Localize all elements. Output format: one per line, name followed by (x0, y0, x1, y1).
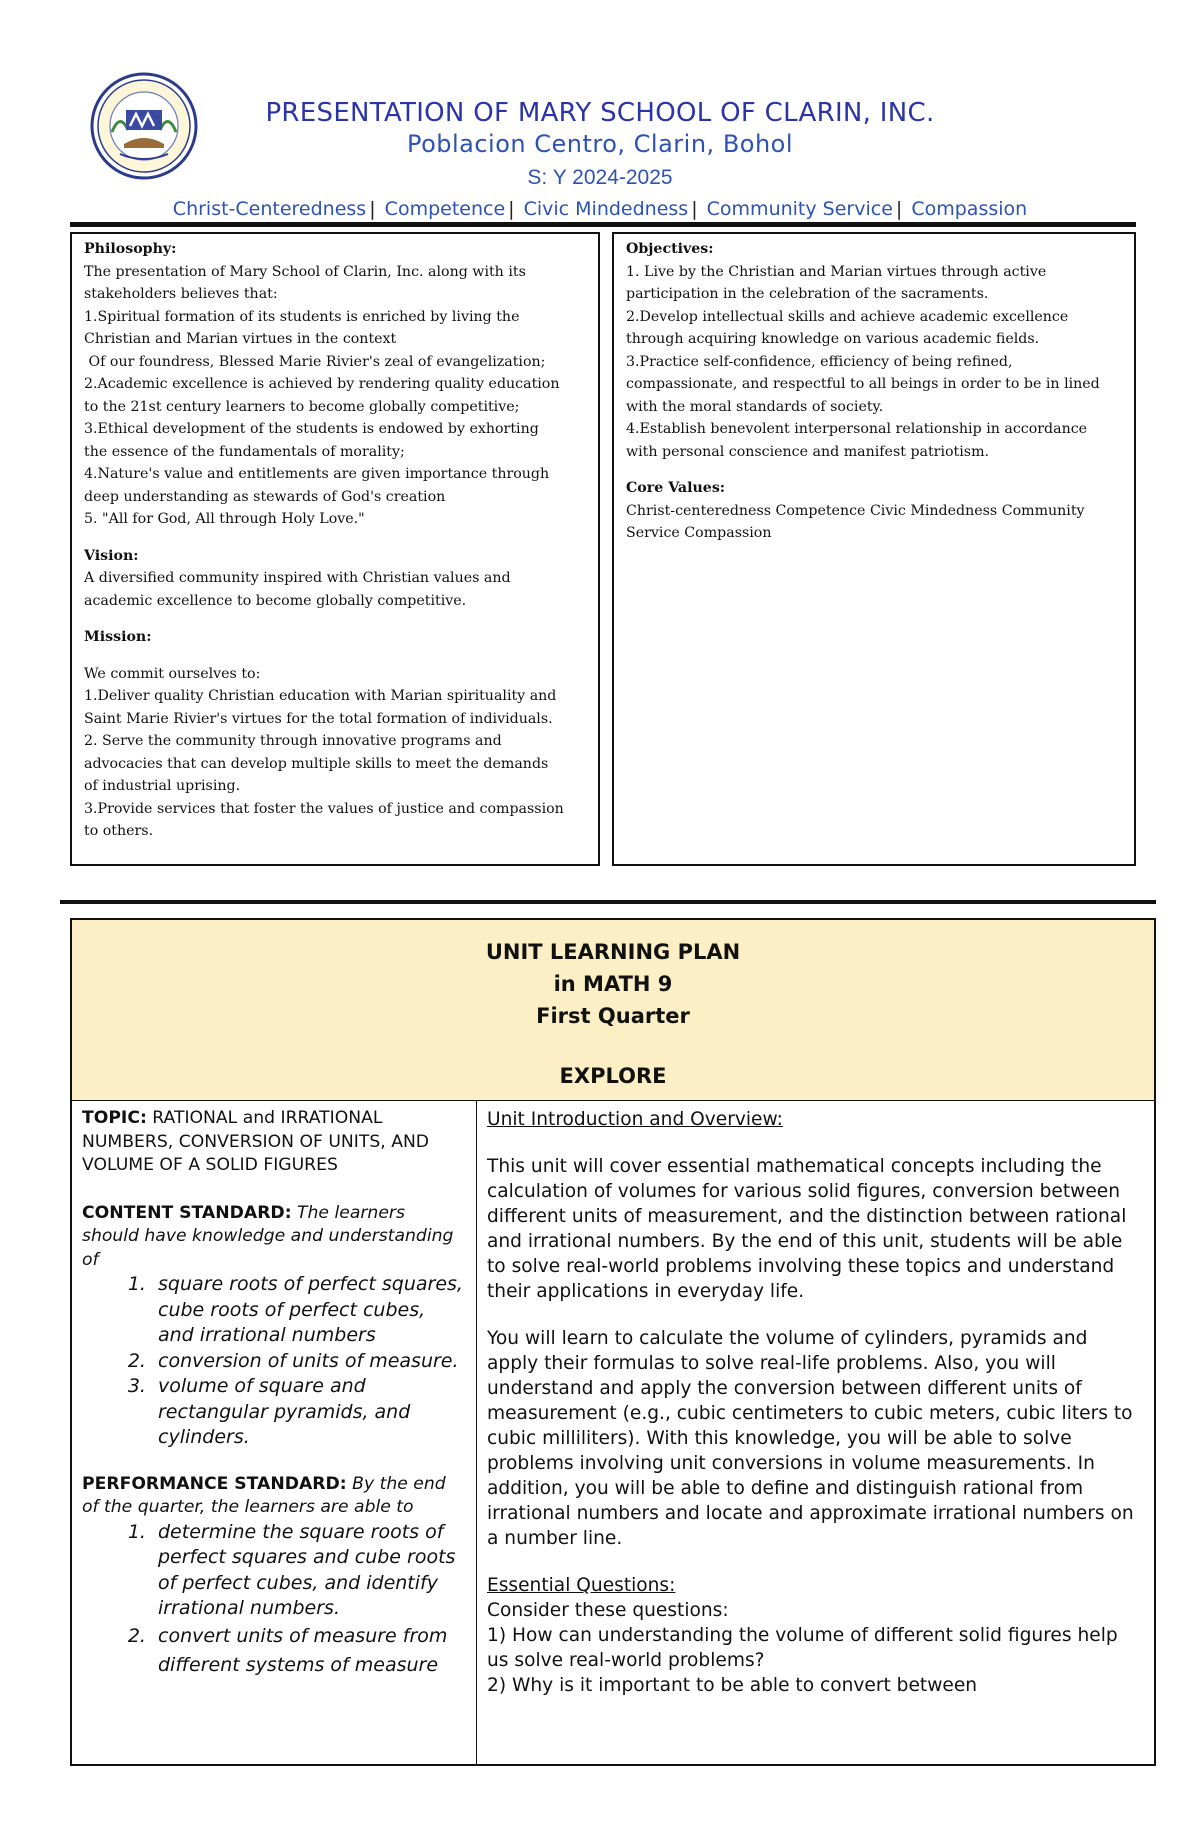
unit-learning-plan-table (70, 918, 1156, 1766)
ulp-quarter: First Quarter (536, 1004, 690, 1028)
essential-question-2: 2) Why is it important to be able to convert between (487, 1675, 978, 1696)
core-value-1: Christ-Centeredness (172, 198, 367, 220)
mission-line: advocacies that can develop multiple skills to meet the demands (84, 755, 549, 772)
core-values-line: Service Compassion (626, 525, 772, 541)
performance-standard (82, 1473, 466, 1520)
essential-question-1: 1) How can understanding the volume of different solid figures help us solve real-world problems? (487, 1625, 1118, 1671)
section-divider (60, 900, 1156, 904)
objectives-line: with personal conscience and manifest patriotism. (626, 443, 990, 460)
vision-line: academic excellence to become globally competitive. (84, 592, 467, 609)
school-address: Poblacion Centro, Clarin, Bohol (406, 130, 794, 158)
objectives-line: through acquiring knowledge on various academic fields. (626, 331, 1040, 347)
performance-standard-label: PERFORMANCE STANDARD: (82, 1473, 347, 1494)
ulp-subject: in MATH 9 (553, 972, 673, 996)
philosophy-line: to the 21st century learners to become globally competitive; (84, 398, 520, 415)
intro-paragraph-2: You will learn to calculate the volume of cylinders, pyramids and apply their formulas to solve real-life problems. Also, you will understand and apply the conversion between different units of measurement (e.g., cubic centimeters to cubic meters, cubic liters to cubic milliliters). With this knowledge, you will be able to solve problems involving unit conversions in volume measurements. In addition, you will be able to define and distinguish rational from irrational numbers and locate and approximate irrational numbers on a number line. (487, 1328, 1134, 1549)
mission-line: Saint Marie Rivier's virtues for the total formation of individuals. (84, 710, 553, 727)
school-year: S: Y 2024-2025 (527, 166, 673, 189)
philosophy-line: deep understanding as stewards of God's creation (84, 488, 446, 505)
topic-text: RATIONAL and IRRATIONAL NUMBERS, CONVERSION OF UNITS, AND VOLUME OF A SOLID FIGURES (82, 1108, 430, 1175)
topic (82, 1107, 466, 1178)
mission-line: of industrial uprising. (84, 778, 241, 794)
philosophy-line: stakeholders believes that: (84, 286, 278, 302)
list-item: 1. square roots of perfect squares, cube roots of perfect cubes, and irrational numbers (152, 1272, 466, 1349)
essential-questions-heading: Essential Questions: (487, 1575, 676, 1596)
overview-column (477, 1101, 1154, 1764)
philosophy-line: the essence of the fundamentals of morality; (84, 443, 405, 460)
header-divider (70, 222, 1136, 227)
objectives-line: 1. Live by the Christian and Marian virtues through active (626, 263, 1047, 280)
content-standard-list (82, 1272, 466, 1451)
objectives-line: 3.Practice self-confidence, efficiency of being refined, (626, 353, 1013, 370)
ulp-title: UNIT LEARNING PLAN (485, 940, 741, 964)
list-item: 3. volume of square and rectangular pyramids, and cylinders. (152, 1374, 466, 1451)
philosophy-line: 3.Ethical development of the students is endowed by exhorting (84, 421, 539, 437)
philosophy-line: Of our foundress, Blessed Marie Rivier's zeal of evangelization; (84, 353, 546, 370)
objectives-line: compassionate, and respectful to all beings in order to be in lined (626, 376, 1100, 392)
intro-heading: Unit Introduction and Overview: (487, 1109, 783, 1130)
core-value-3: Civic Mindedness (523, 198, 689, 220)
ulp-stage: EXPLORE (559, 1064, 667, 1088)
objectives-title: Objectives: (626, 241, 714, 257)
essential-questions-intro: Consider these questions: (487, 1600, 729, 1621)
performance-standard-text: By the end of the quarter, the learners are able to (82, 1473, 446, 1517)
objectives-line: with the moral standards of society. (626, 398, 884, 415)
philosophy-vision-mission-box (70, 232, 600, 866)
vision-title: Vision: (84, 547, 139, 564)
philosophy-line: 5. "All for God, All through Holy Love." (84, 511, 365, 527)
philosophy-line: 4.Nature's value and entitlements are given importance through (84, 466, 550, 482)
objectives-line: participation in the celebration of the sacraments. (626, 286, 989, 302)
topic-label: TOPIC: (82, 1108, 147, 1128)
content-standard (82, 1202, 466, 1273)
objectives-core-values-box (612, 232, 1136, 866)
core-values-line: Christ-centeredness Competence Civic Mindedness Community (626, 502, 1085, 519)
core-value-4: Community Service (706, 198, 893, 220)
core-value-2: Competence (384, 198, 506, 220)
mission-line: We commit ourselves to: (84, 665, 261, 682)
core-value-5: Compassion (911, 198, 1028, 220)
performance-standard-list (82, 1520, 466, 1680)
intro-paragraph-1: This unit will cover essential mathematical concepts including the calculation of volumes for various solid figures, conversion between different units of measurement, and the distinction between rational and irrational numbers. By the end of this unit, students will be able to solve real-world problems involving these topics and understand their applications in everyday life. (487, 1156, 1127, 1302)
philosophy-line: 2.Academic excellence is achieved by rendering quality education (84, 376, 560, 392)
core-values-title: Core Values: (626, 480, 726, 496)
mission-line: 1.Deliver quality Christian education with Marian spirituality and (84, 688, 557, 704)
list-item: 1. determine the square roots of perfect squares and cube roots of perfect cubes, and identify irrational numbers. (152, 1520, 466, 1622)
vision-line: A diversified community inspired with Christian values and (84, 570, 511, 586)
philosophy-title: Philosophy: (84, 241, 177, 257)
mission-line: 3.Provide services that foster the values of justice and compassion (84, 800, 564, 817)
ulp-header (72, 920, 1154, 1101)
objectives-line: 2.Develop intellectual skills and achieve academic excellence (626, 308, 1069, 325)
philosophy-line: Christian and Marian virtues in the context (84, 331, 397, 347)
mission-title: Mission: (84, 629, 152, 645)
mission-line: to others. (84, 823, 154, 839)
philosophy-line: 1.Spiritual formation of its students is enriched by living the (84, 308, 520, 325)
content-standard-text: The learners should have knowledge and understanding of (82, 1202, 454, 1270)
objectives-line: 4.Establish benevolent interpersonal relationship in accordance (626, 421, 1088, 437)
list-item: 2. conversion of units of measure. (152, 1349, 466, 1375)
core-values-bar: Christ-Centeredness | Competence | Civic Mindedness | Community Service | Compassion (172, 198, 1028, 220)
school-name: PRESENTATION OF MARY SCHOOL OF CLARIN, INC. (265, 98, 935, 128)
standards-column (72, 1101, 477, 1764)
philosophy-line: The presentation of Mary School of Clarin, Inc. along with its (84, 263, 526, 280)
mission-line: 2. Serve the community through innovative programs and (84, 733, 502, 749)
list-item: 2. convert units of measure from different systems of measure (152, 1622, 466, 1680)
content-standard-label: CONTENT STANDARD: (82, 1202, 292, 1223)
